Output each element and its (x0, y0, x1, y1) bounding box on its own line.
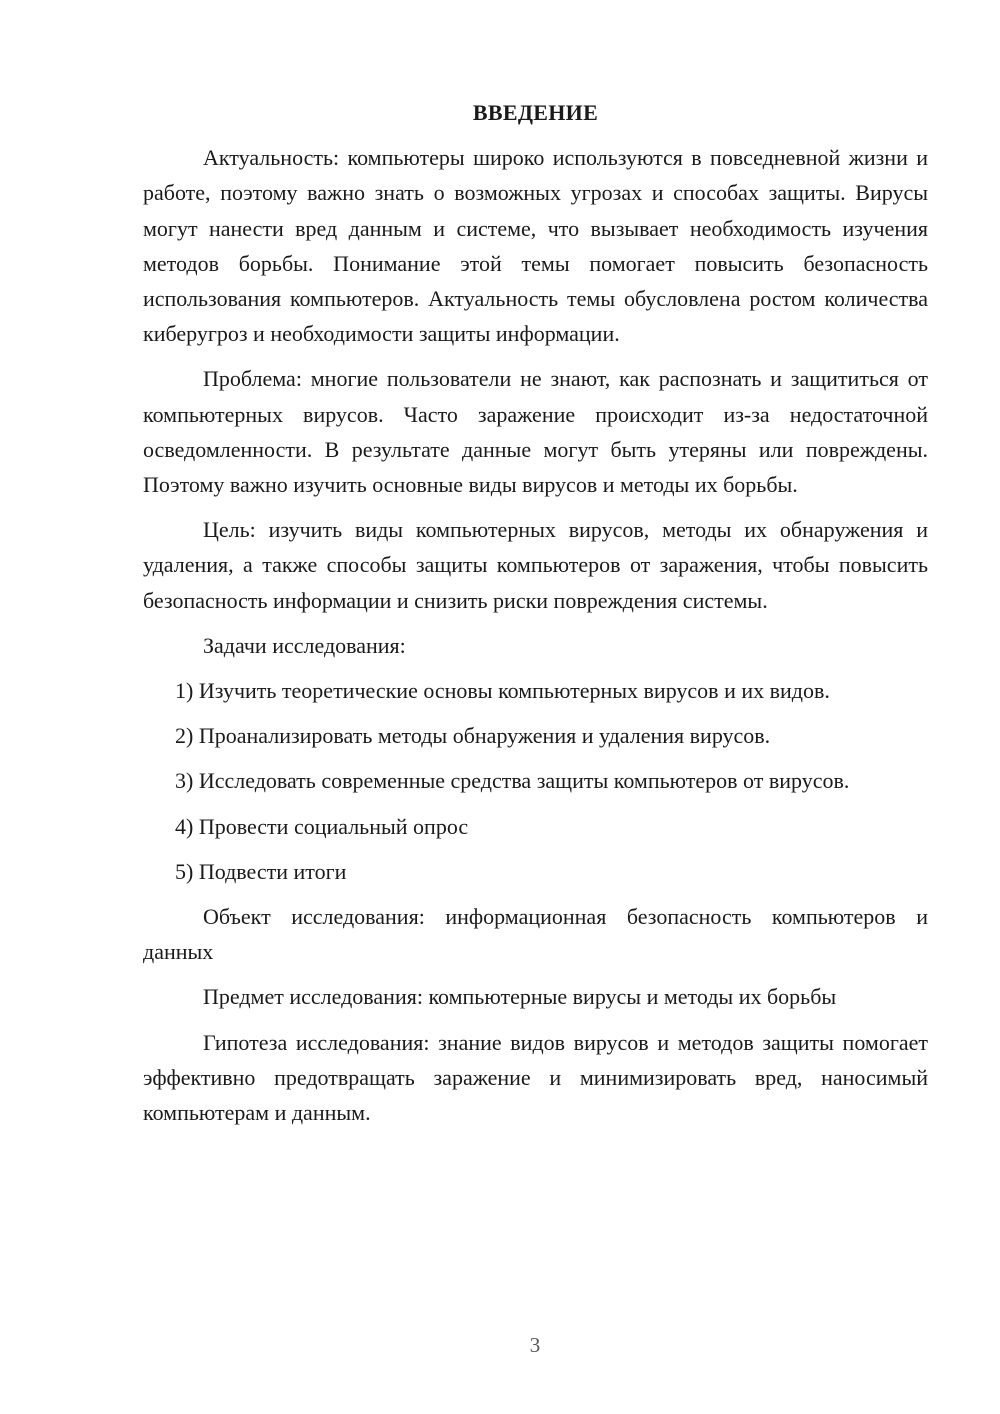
hypothesis-paragraph: Гипотеза исследования: знание видов вирусов и методов защиты помогает эффективно предотвращать заражение и минимизировать вред, наносимый компьютерам и данным. (143, 1029, 928, 1126)
task-item-5: 5) Подвести итоги (175, 858, 347, 884)
task-item-3: 3) Исследовать современные средства защиты компьютеров от вирусов. (175, 768, 850, 794)
goal-paragraph: Цель: изучить виды компьютерных вирусов, методы их обнаружения и удаления, а также способы защиты компьютеров от заражения, чтобы повысить безопасность информации и снизить риски повреждения системы. (143, 517, 928, 613)
tasks-title: Задачи исследования: (203, 632, 406, 658)
page-number: 3 (529, 1333, 541, 1357)
task-item-4: 4) Провести социальный опрос (175, 813, 469, 839)
relevance-paragraph: Актуальность: компьютеры широко используются в повседневной жизни и работе, поэтому важно знать о возможных угрозах и способах защиты. Вирусы могут нанести вред данным и системе, что вызывает необходимость изучения методов борьбы. Понимание этой темы помогает повысить безопасность использования компьютеров. Актуальность темы обусловлена ростом количества киберугроз и необходимости защиты информации. (143, 145, 928, 347)
task-item-2: 2) Проанализировать методы обнаружения и удаления вирусов. (175, 723, 771, 749)
task-item-1: 1) Изучить теоретические основы компьютерных вирусов и их видов. (175, 678, 830, 704)
object-paragraph: Объект исследования: информационная безопасность компьютеров и данных (143, 904, 928, 965)
subject-paragraph: Предмет исследования: компьютерные вирусы и методы их борьбы (203, 984, 837, 1010)
section-heading: ВВЕДЕНИЕ (472, 100, 599, 125)
document-page (143, 95, 928, 1140)
problem-paragraph: Проблема: многие пользователи не знают, как распознать и защититься от компьютерных вирусов. Часто заражение происходит из-за недостаточной осведомленности. В результате данные могут быть утеряны или повреждены. Поэтому важно изучить основные виды вирусов и методы их борьбы. (143, 366, 928, 498)
